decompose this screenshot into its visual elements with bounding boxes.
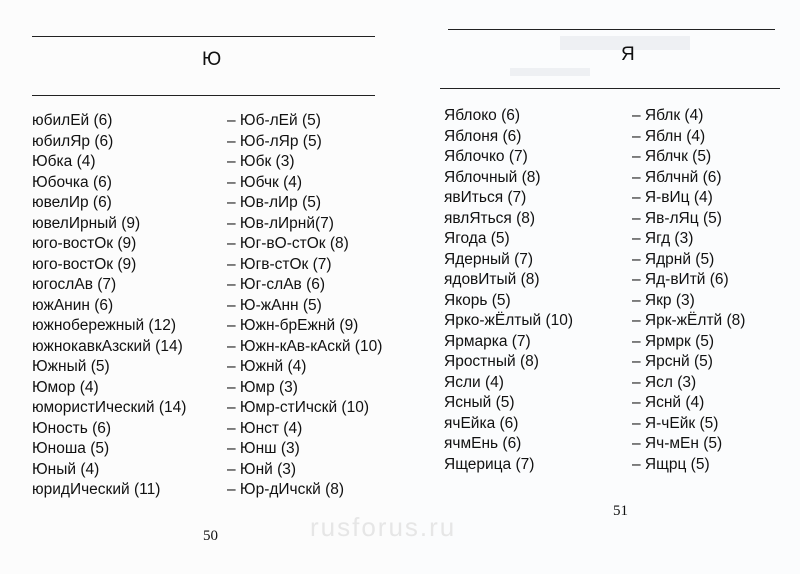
entry-abbreviation: – Ярк-жЁлтй (8) xyxy=(632,312,746,329)
entry-word: Яблочный (8) xyxy=(444,168,541,186)
entry-abbreviation: – Ярснй (5) xyxy=(632,353,713,370)
entry-row xyxy=(444,189,784,210)
entry-abbreviation: – Ю-жАнн (5) xyxy=(227,296,322,314)
entry-row xyxy=(32,153,382,174)
entry-abbreviation: – Яблн (4) xyxy=(632,127,706,145)
entry-word: ювелИрный (9) xyxy=(32,214,141,232)
entry-abbreviation: – Яв-лЯц (5) xyxy=(632,209,722,227)
entry-row xyxy=(32,112,382,133)
entry-abbreviation: – Ярмрк (5) xyxy=(632,332,715,350)
entry-abbreviation: – Юг-слАв (6) xyxy=(227,276,326,293)
entry-abbreviation: – Юбк (3) xyxy=(227,153,295,170)
entry-word: Ядерный (7) xyxy=(444,250,534,268)
page-number: 50 xyxy=(203,528,218,544)
entry-abbreviation: – Я-вИц (4) xyxy=(632,189,713,206)
entry-row xyxy=(444,169,784,190)
entry-abbreviation: – Южнй (4) xyxy=(227,358,307,375)
entry-abbreviation: – Юнш (3) xyxy=(227,440,300,457)
entry-word: южнокавкАзский (14) xyxy=(32,337,183,355)
entry-abbreviation: – Ягд (3) xyxy=(632,230,694,247)
entry-row xyxy=(32,420,382,441)
entry-word: Юный (4) xyxy=(32,460,100,478)
entry-row xyxy=(444,456,784,477)
entry-row xyxy=(444,353,784,374)
entry-abbreviation: – Юбчк (4) xyxy=(227,173,303,191)
entry-word: ядовИтый (8) xyxy=(444,271,540,288)
top-rule xyxy=(448,29,775,30)
section-letter: Я xyxy=(621,44,635,65)
entry-word: Ясный (5) xyxy=(444,394,515,411)
entry-row xyxy=(444,148,784,169)
entry-abbreviation: – Яблчнй (6) xyxy=(632,168,722,186)
entry-word: ячЕйка (6) xyxy=(444,414,519,432)
entry-row xyxy=(32,174,382,195)
entry-abbreviation: – Южн-кАв-кАскй (10) xyxy=(227,337,383,355)
entry-word: юбилЕй (6) xyxy=(32,112,113,129)
entry-row xyxy=(32,481,382,502)
entry-word: юмористИческий (14) xyxy=(32,399,187,416)
entry-word: южнобережный (12) xyxy=(32,317,176,334)
right-page xyxy=(400,0,800,574)
entry-word: югослАв (7) xyxy=(32,276,117,293)
entry-word: юго-востОк (9) xyxy=(32,255,137,273)
entry-word: ювелИр (6) xyxy=(32,194,112,211)
entry-row xyxy=(444,415,784,436)
entry-abbreviation: – Юв-лИр (5) xyxy=(227,194,322,211)
entry-word: Южный (5) xyxy=(32,358,110,375)
page-number: 51 xyxy=(613,503,628,519)
entry-word: Ярко-жЁлтый (10) xyxy=(444,312,574,329)
entry-abbreviation: – Я-чЕйк (5) xyxy=(632,414,719,432)
entry-abbreviation: – Юб-лЯр (5) xyxy=(227,132,322,150)
entry-row xyxy=(32,399,382,420)
entry-row xyxy=(444,292,784,313)
entry-word: южАнин (6) xyxy=(32,296,114,314)
entry-word: Якорь (5) xyxy=(444,291,511,309)
top-rule xyxy=(32,36,375,37)
header-rule xyxy=(32,95,375,96)
entry-abbreviation: – Ясл (3) xyxy=(632,373,697,391)
entry-word: Яростный (8) xyxy=(444,353,539,370)
entry-word: Юноша (5) xyxy=(32,440,110,457)
entry-row xyxy=(444,107,784,128)
entry-word: Яблоня (6) xyxy=(444,127,522,145)
entry-row xyxy=(32,276,382,297)
entry-row xyxy=(444,333,784,354)
bleed-through-mark xyxy=(510,68,590,76)
entry-abbreviation: – Яч-мЕн (5) xyxy=(632,435,723,452)
entry-abbreviation: – Юг-вО-стОк (8) xyxy=(227,235,349,252)
entry-abbreviation: – Юр-дИчскй (8) xyxy=(227,481,345,498)
entry-abbreviation: – Ящрц (5) xyxy=(632,455,710,473)
entry-row xyxy=(444,128,784,149)
entry-row xyxy=(444,271,784,292)
entry-abbreviation: – Юмр-стИчскй (10) xyxy=(227,399,369,416)
entry-row xyxy=(32,215,382,236)
entry-row xyxy=(444,210,784,231)
entry-word: Юмор (4) xyxy=(32,378,99,396)
entry-abbreviation: – Якр (3) xyxy=(632,291,695,309)
entry-word: явИться (7) xyxy=(444,189,527,206)
entry-abbreviation: – Южн-брЕжнй (9) xyxy=(227,317,359,334)
entry-list xyxy=(32,112,382,502)
entry-word: Яблочко (7) xyxy=(444,148,528,165)
entry-list xyxy=(444,107,784,476)
entry-row xyxy=(444,312,784,333)
entry-abbreviation: – Яд-вИтй (6) xyxy=(632,271,729,288)
entry-row xyxy=(444,230,784,251)
entry-word: ячмЕнь (6) xyxy=(444,435,522,452)
entry-word: юго-востОк (9) xyxy=(32,235,137,252)
entry-abbreviation: – Яблк (4) xyxy=(632,107,704,124)
entry-row xyxy=(32,338,382,359)
entry-abbreviation: – Юмр (3) xyxy=(227,378,298,396)
entry-word: юбилЯр (6) xyxy=(32,132,114,150)
entry-abbreviation: – Юв-лИрнй(7) xyxy=(227,214,334,232)
entry-word: Ягода (5) xyxy=(444,230,510,247)
entry-row xyxy=(32,297,382,318)
entry-abbreviation: – Юнст (4) xyxy=(227,419,303,437)
entry-word: Ясли (4) xyxy=(444,373,504,391)
entry-row xyxy=(444,374,784,395)
entry-row xyxy=(444,251,784,272)
entry-word: Ярмарка (7) xyxy=(444,332,531,350)
entry-word: Ящерица (7) xyxy=(444,455,535,473)
entry-abbreviation: – Яблчк (5) xyxy=(632,148,712,165)
entry-word: Яблоко (6) xyxy=(444,107,521,124)
entry-abbreviation: – Юнй (3) xyxy=(227,460,297,478)
watermark: rusforus.ru xyxy=(310,512,457,542)
entry-word: явлЯться (8) xyxy=(444,209,536,227)
entry-abbreviation: – Яснй (4) xyxy=(632,394,705,411)
entry-row xyxy=(32,256,382,277)
entry-row xyxy=(32,133,382,154)
entry-row xyxy=(444,435,784,456)
entry-row xyxy=(32,358,382,379)
entry-row xyxy=(32,461,382,482)
header-rule xyxy=(440,88,780,89)
entry-abbreviation: – Югв-стОк (7) xyxy=(227,255,332,273)
entry-row xyxy=(444,394,784,415)
entry-row xyxy=(32,379,382,400)
entry-word: Юность (6) xyxy=(32,419,112,437)
entry-abbreviation: – Ядрнй (5) xyxy=(632,250,715,268)
entry-word: Юбочка (6) xyxy=(32,173,112,191)
entry-row xyxy=(32,235,382,256)
section-letter: Ю xyxy=(202,49,222,70)
entry-abbreviation: – Юб-лЕй (5) xyxy=(227,112,321,129)
entry-row xyxy=(32,194,382,215)
entry-row xyxy=(32,317,382,338)
entry-row xyxy=(32,440,382,461)
entry-word: юридИческий (11) xyxy=(32,481,161,498)
entry-word: Юбка (4) xyxy=(32,153,96,170)
